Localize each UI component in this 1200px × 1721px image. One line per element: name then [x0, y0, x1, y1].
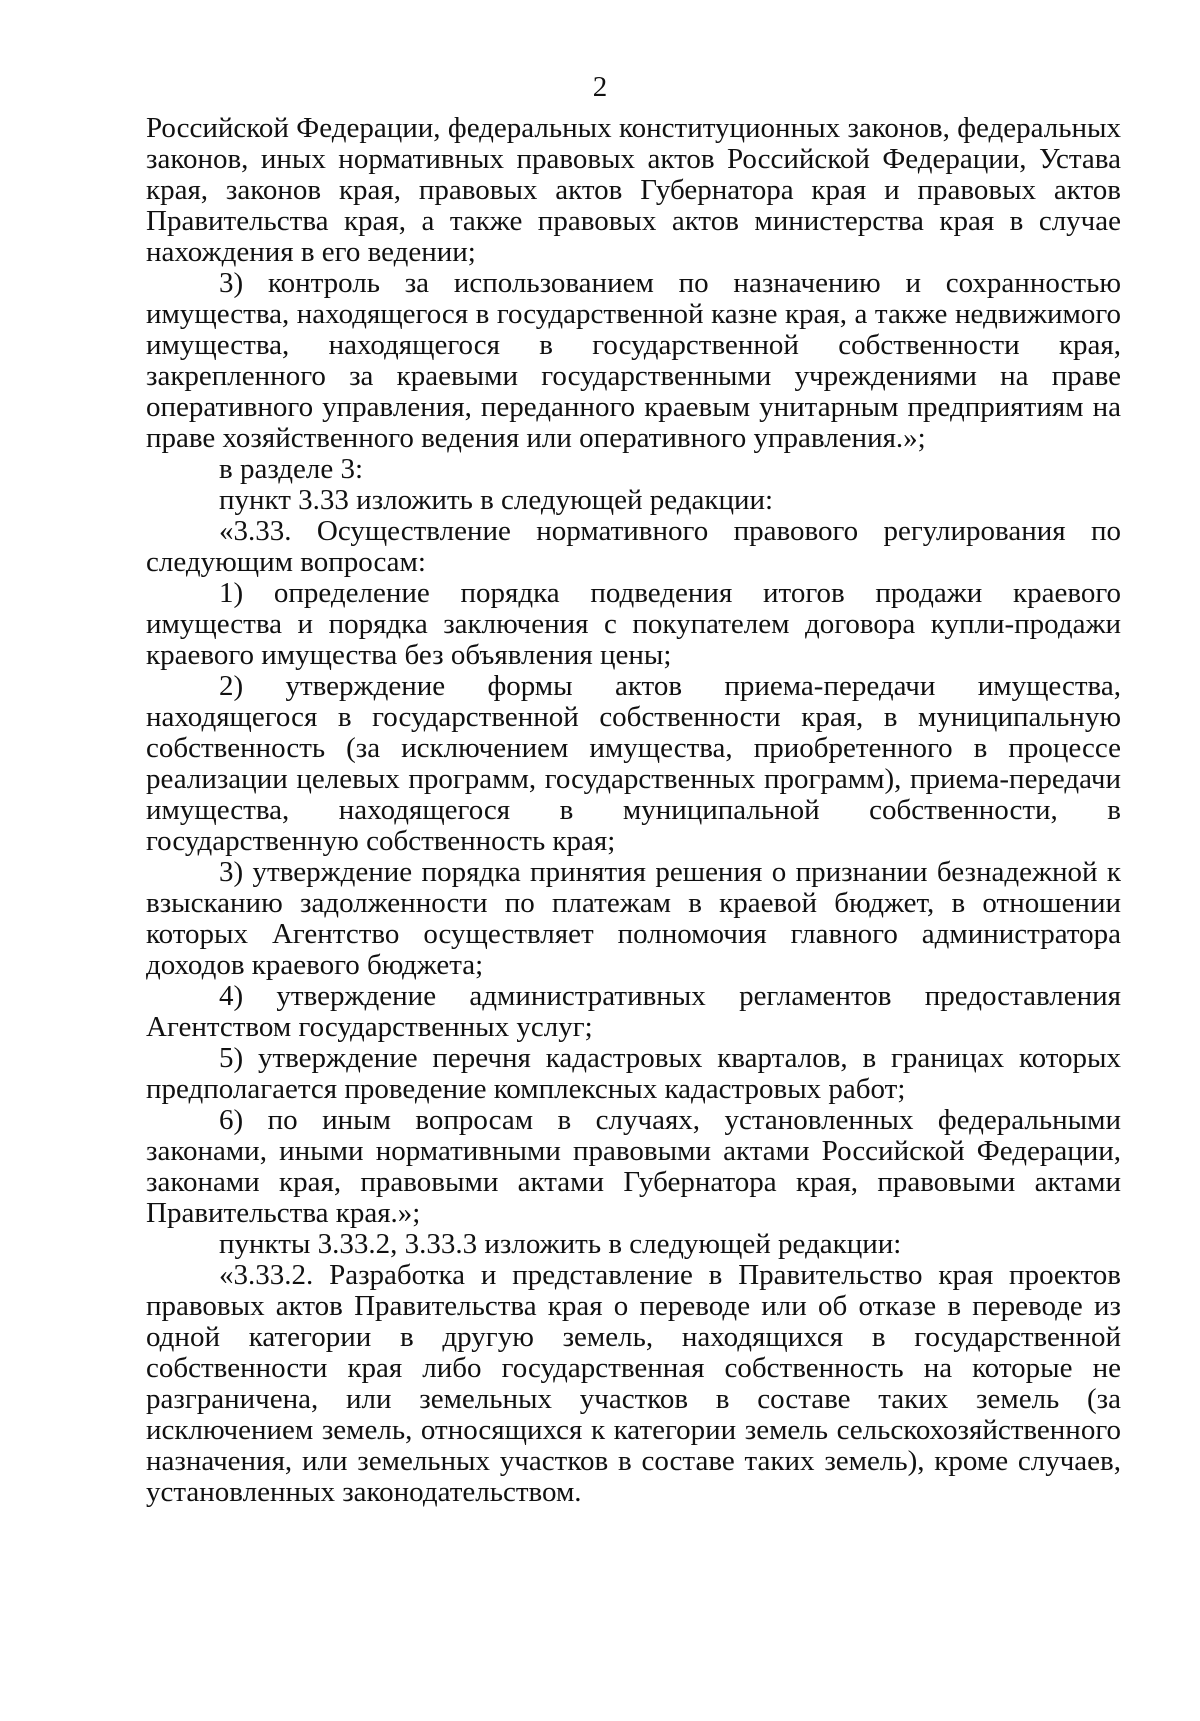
paragraph: «3.33.2. Разработка и представление в Правительство края проектов правовых актов Правительства края о переводе или об отказе в переводе из одной категории в другую земель, находящихся в государственной собственности края либо государственная собственность на которые не разграничена, или земельных участков в составе таких земель (за исключением земель, относящихся к категории земель сельскохозяйственного назначения, или земельных участков в составе таких земель), кроме случаев, установленных законодательством.: [146, 1259, 1121, 1508]
page-number: 2: [592, 71, 608, 103]
document-body: [146, 113, 1121, 1508]
paragraph: 4) утверждение административных регламентов предоставления Агентством государственных услуг;: [146, 980, 1121, 1043]
paragraph: 3) контроль за использованием по назначению и сохранностью имущества, находящегося в государственной казне края, а также недвижимого имущества, находящегося в государственной собственности края, закрепленного за краевыми государственными учреждениями на праве оперативного управления, переданного краевым унитарным предприятиям на праве хозяйственного ведения или оперативного управления.»;: [146, 267, 1121, 454]
paragraph: 3) утверждение порядка принятия решения о признании безнадежной к взысканию задолженности по платежам в краевой бюджет, в отношении которых Агентство осуществляет полномочия главного администратора доходов краевого бюджета;: [146, 856, 1121, 981]
paragraph: «3.33. Осуществление нормативного правового регулирования по следующим вопросам:: [146, 515, 1121, 578]
paragraph: 6) по иным вопросам в случаях, установленных федеральными законами, иными нормативными правовыми актами Российской Федерации, законами края, правовыми актами Губернатора края, правовыми актами Правительства края.»;: [146, 1104, 1121, 1229]
paragraph: Российской Федерации, федеральных конституционных законов, федеральных законов, иных нормативных правовых актов Российской Федерации, Устава края, законов края, правовых актов Губернатора края и правовых актов Правительства края, а также правовых актов министерства края в случае нахождения в его ведении;: [146, 112, 1121, 268]
paragraph: 1) определение порядка подведения итогов продажи краевого имущества и порядка заключения с покупателем договора купли-продажи краевого имущества без объявления цены;: [146, 577, 1121, 671]
paragraph: в разделе 3:: [219, 453, 364, 485]
paragraph: пункты 3.33.2, 3.33.3 изложить в следующей редакции:: [219, 1228, 902, 1260]
paragraph: 5) утверждение перечня кадастровых кварталов, в границах которых предполагается проведение комплексных кадастровых работ;: [146, 1042, 1121, 1105]
paragraph: 2) утверждение формы актов приема-передачи имущества, находящегося в государственной собственности края, в муниципальную собственность (за исключением имущества, приобретенного в процессе реализации целевых программ, государственных программ), приема-передачи имущества, находящегося в муниципальной собственности, в государственную собственность края;: [146, 670, 1121, 857]
paragraph: пункт 3.33 изложить в следующей редакции:: [219, 484, 774, 516]
